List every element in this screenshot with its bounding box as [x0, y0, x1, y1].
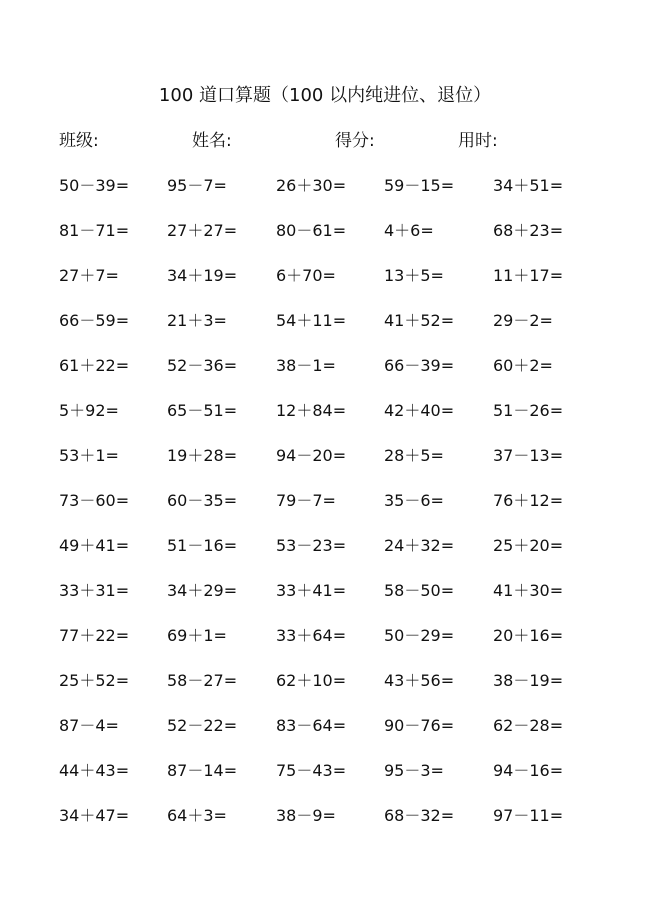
problem-cell: 77＋22= — [59, 626, 130, 645]
problem-cell: 41＋52= — [384, 311, 455, 330]
problem-cell: 69＋1= — [167, 626, 227, 645]
problem-cell: 66－59= — [59, 311, 130, 330]
problem-cell: 59－15= — [384, 176, 455, 195]
problem-cell: 97－11= — [493, 806, 564, 825]
problem-cell: 64＋3= — [167, 806, 227, 825]
problem-cell: 34＋51= — [493, 176, 564, 195]
problem-cell: 20＋16= — [493, 626, 564, 645]
problem-cell: 28＋5= — [384, 446, 444, 465]
problem-cell: 4＋6= — [384, 221, 434, 240]
problem-cell: 79－7= — [276, 491, 336, 510]
problem-cell: 33＋41= — [276, 581, 347, 600]
problem-cell: 87－14= — [167, 761, 238, 780]
problem-cell: 5＋92= — [59, 401, 119, 420]
problem-cell: 50－39= — [59, 176, 130, 195]
problem-cell: 73－60= — [59, 491, 130, 510]
problem-cell: 58－50= — [384, 581, 455, 600]
problem-cell: 52－22= — [167, 716, 238, 735]
problem-cell: 19＋28= — [167, 446, 238, 465]
problem-cell: 41＋30= — [493, 581, 564, 600]
score-label: 得分: — [335, 131, 375, 151]
problem-cell: 87－4= — [59, 716, 119, 735]
problem-cell: 42＋40= — [384, 401, 455, 420]
problem-cell: 53＋1= — [59, 446, 119, 465]
problem-cell: 80－61= — [276, 221, 347, 240]
problem-cell: 6＋70= — [276, 266, 336, 285]
problem-cell: 13＋5= — [384, 266, 444, 285]
problem-cell: 21＋3= — [167, 311, 227, 330]
page-title: 100 道口算题（100 以内纯进位、退位） — [158, 85, 492, 106]
problem-cell: 37－13= — [493, 446, 564, 465]
problem-cell: 43＋56= — [384, 671, 455, 690]
problem-cell: 90－76= — [384, 716, 455, 735]
problem-cell: 49＋41= — [59, 536, 130, 555]
problem-cell: 65－51= — [167, 401, 238, 420]
problem-cell: 11＋17= — [493, 266, 564, 285]
problem-cell: 50－29= — [384, 626, 455, 645]
problem-cell: 68－32= — [384, 806, 455, 825]
problem-cell: 62－28= — [493, 716, 564, 735]
problem-cell: 27＋27= — [167, 221, 238, 240]
problem-cell: 94－20= — [276, 446, 347, 465]
problem-cell: 83－64= — [276, 716, 347, 735]
problem-cell: 26＋30= — [276, 176, 347, 195]
problem-cell: 95－3= — [384, 761, 444, 780]
problem-cell: 29－2= — [493, 311, 553, 330]
problem-cell: 68＋23= — [493, 221, 564, 240]
problem-cell: 66－39= — [384, 356, 455, 375]
problem-cell: 24＋32= — [384, 536, 455, 555]
problem-cell: 34＋29= — [167, 581, 238, 600]
problem-cell: 12＋84= — [276, 401, 347, 420]
problem-cell: 51－26= — [493, 401, 564, 420]
class-label: 班级: — [59, 131, 99, 151]
problem-cell: 52－36= — [167, 356, 238, 375]
problem-cell: 33＋31= — [59, 581, 130, 600]
name-label: 姓名: — [192, 131, 232, 151]
problem-cell: 33＋64= — [276, 626, 347, 645]
problem-cell: 76＋12= — [493, 491, 564, 510]
problem-cell: 27＋7= — [59, 266, 119, 285]
problem-cell: 62＋10= — [276, 671, 347, 690]
problem-cell: 34＋47= — [59, 806, 130, 825]
problem-cell: 58－27= — [167, 671, 238, 690]
problem-cell: 51－16= — [167, 536, 238, 555]
problem-cell: 25＋52= — [59, 671, 130, 690]
problem-cell: 95－7= — [167, 176, 227, 195]
problem-cell: 61＋22= — [59, 356, 130, 375]
problem-cell: 38－1= — [276, 356, 336, 375]
problem-cell: 60－35= — [167, 491, 238, 510]
problem-cell: 35－6= — [384, 491, 444, 510]
time-label: 用时: — [458, 131, 498, 151]
problem-cell: 54＋11= — [276, 311, 347, 330]
problem-cell: 44＋43= — [59, 761, 130, 780]
problem-cell: 53－23= — [276, 536, 347, 555]
problem-cell: 38－9= — [276, 806, 336, 825]
problem-cell: 75－43= — [276, 761, 347, 780]
problem-cell: 94－16= — [493, 761, 564, 780]
problem-cell: 38－19= — [493, 671, 564, 690]
problem-cell: 81－71= — [59, 221, 130, 240]
problem-cell: 60＋2= — [493, 356, 553, 375]
problem-cell: 34＋19= — [167, 266, 238, 285]
problem-cell: 25＋20= — [493, 536, 564, 555]
